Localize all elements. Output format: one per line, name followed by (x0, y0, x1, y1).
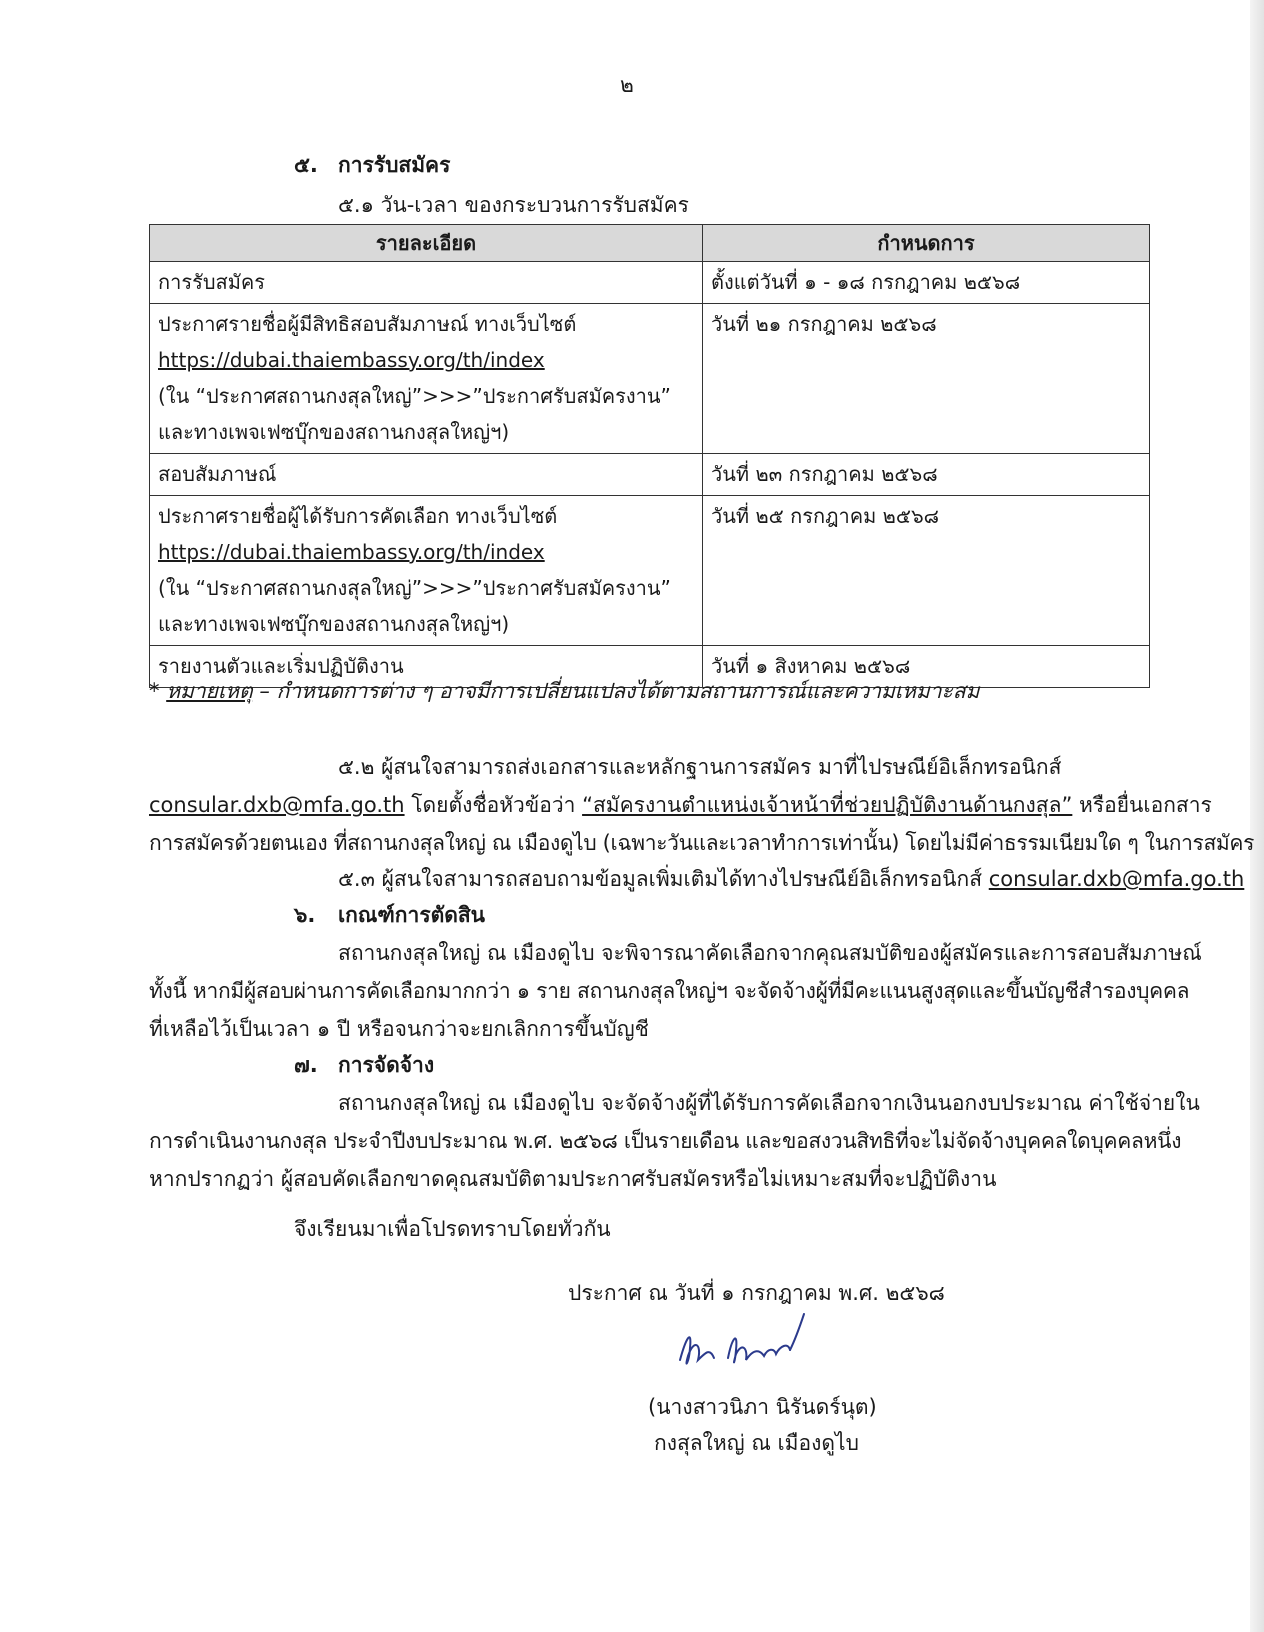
section6-line2: ทั้งนี้ หากมีผู้สอบผ่านการคัดเลือกมากกว่า ๑ ราย สถานกงสุลใหญ่ฯ จะจัดจ้างผู้ที่มีคะแนนสูงสุดและขึ้นบัญชีสำรองบุคคล (149, 979, 1190, 1003)
cell-text: (ใน “ประกาศสถานกงสุลใหญ่”>>>”ประกาศรับสมัครงาน” (158, 576, 671, 600)
table-row (150, 496, 1150, 646)
note-prefix: * (149, 679, 167, 703)
section5-3-line (338, 864, 1244, 894)
table-cell-details (150, 496, 703, 646)
email-link[interactable]: consular.dxb@mfa.go.th (988, 867, 1245, 891)
table-row (150, 304, 1150, 454)
closing-line: จึงเรียนมาเพื่อโปรดทราบโดยทั่วกัน (294, 1217, 611, 1241)
table-cell-details (150, 304, 703, 454)
section5-2-text: โดยตั้งชื่อหัวข้อว่า (404, 793, 583, 817)
email-link[interactable]: consular.dxb@mfa.go.th (149, 793, 405, 817)
section5-1-heading: ๕.๑ วัน-เวลา ของกระบวนการรับสมัคร (338, 193, 689, 217)
cell-text: สอบสัมภาษณ์ (158, 462, 277, 486)
table-cell-date: ตั้งแต่วันที่ ๑ - ๑๘ กรกฎาคม ๒๕๖๘ (703, 262, 1150, 304)
section6-number: ๖. (294, 903, 316, 927)
section5-2-line2 (149, 790, 1212, 820)
table-header-details: รายละเอียด (150, 225, 703, 262)
website-link[interactable]: https://dubai.thaiembassy.org/th/index (158, 540, 545, 564)
page-edge (1250, 0, 1264, 1632)
section7-title: การจัดจ้าง (338, 1053, 435, 1077)
section5-2-text: หรือยื่นเอกสาร (1072, 793, 1212, 817)
section5-2-line1: ๕.๒ ผู้สนใจสามารถส่งเอกสารและหลักฐานการสมัคร มาที่ไปรษณีย์อิเล็กทรอนิกส์ (338, 755, 1062, 779)
signatory-title: กงสุลใหญ่ ณ เมืองดูไบ (654, 1431, 859, 1455)
section7-line2: การดำเนินงานกงสุล ประจำปีงบประมาณ พ.ศ. ๒๕๖๘ เป็นรายเดือน และขอสงวนสิทธิที่จะไม่จัดจ้างบุคคลใดบุคคลหนึ่ง (149, 1129, 1182, 1153)
table-header-schedule: กำหนดการ (703, 225, 1150, 262)
section5-2-line3: การสมัครด้วยตนเอง ที่สถานกงสุลใหญ่ ณ เมืองดูไบ (เฉพาะวันและเวลาทำการเท่านั้น) โดยไม่มีค่าธรรมเนียมใด ๆ ในการสมัคร (149, 831, 1255, 855)
section6-line1: สถานกงสุลใหญ่ ณ เมืองดูไบ จะพิจารณาคัดเลือกจากคุณสมบัติของผู้สมัครและการสอบสัมภาษณ์ (338, 941, 1202, 965)
section7-number: ๗. (294, 1053, 318, 1077)
table-cell-date: วันที่ ๒๑ กรกฎาคม ๒๕๖๘ (703, 304, 1150, 454)
section6-title: เกณฑ์การตัดสิน (338, 903, 486, 927)
schedule-note (149, 676, 979, 706)
section5-3-text: ๕.๓ ผู้สนใจสามารถสอบถามข้อมูลเพิ่มเติมได้ทางไปรษณีย์อิเล็กทรอนิกส์ (338, 867, 989, 891)
note-text: – กำหนดการต่าง ๆ อาจมีการเปลี่ยนแปลงได้ตามสถานการณ์และความเหมาะสม (252, 679, 980, 703)
cell-text: รายงานตัวและเริ่มปฏิบัติงาน (158, 654, 404, 678)
section7-line1: สถานกงสุลใหญ่ ณ เมืองดูไบ จะจัดจ้างผู้ที่ได้รับการคัดเลือกจากเงินนอกงบประมาณ ค่าใช้จ่ายใน (338, 1091, 1200, 1115)
section6-line3: ที่เหลือไว้เป็นเวลา ๑ ปี หรือจนกว่าจะยกเลิกการขึ้นบัญชี (149, 1017, 649, 1041)
table-row (150, 262, 1150, 304)
signatory-name: (นางสาวนิภา นิรันดร์นุต) (648, 1395, 877, 1419)
announcement-date: ประกาศ ณ วันที่ ๑ กรกฎาคม พ.ศ. ๒๕๖๘ (568, 1281, 945, 1305)
cell-text: การรับสมัคร (158, 270, 266, 294)
website-link[interactable]: https://dubai.thaiembassy.org/th/index (158, 348, 545, 372)
cell-text: ประกาศรายชื่อผู้มีสิทธิสอบสัมภาษณ์ ทางเว็บไซต์ (158, 312, 577, 336)
table-cell-date: วันที่ ๒๓ กรกฎาคม ๒๕๖๘ (703, 454, 1150, 496)
table-cell-date: วันที่ ๒๕ กรกฎาคม ๒๕๖๘ (703, 496, 1150, 646)
table-header-row (150, 225, 1150, 262)
section7-line3: หากปรากฏว่า ผู้สอบคัดเลือกขาดคุณสมบัติตามประกาศรับสมัครหรือไม่เหมาะสมที่จะปฏิบัติงาน (149, 1167, 997, 1191)
table-row (150, 454, 1150, 496)
note-label: หมายเหตุ (166, 679, 253, 703)
cell-text: และทางเพจเฟซบุ๊กของสถานกงสุลใหญ่ฯ) (158, 612, 510, 636)
cell-text: (ใน “ประกาศสถานกงสุลใหญ่”>>>”ประกาศรับสมัครงาน” (158, 384, 671, 408)
table-cell-details (150, 454, 703, 496)
table-cell-details (150, 262, 703, 304)
schedule-table (149, 224, 1150, 688)
table-cell-date: วันที่ ๑ สิงหาคม ๒๕๖๘ (703, 646, 1150, 688)
section5-number: ๕. (294, 153, 318, 177)
cell-text: และทางเพจเฟซบุ๊กของสถานกงสุลใหญ่ฯ) (158, 420, 510, 444)
page-number: ๒ (620, 73, 634, 97)
email-subject: “สมัครงานตำแหน่งเจ้าหน้าที่ช่วยปฏิบัติงานด้านกงสุล” (582, 793, 1073, 817)
section5-title: การรับสมัคร (338, 153, 451, 177)
cell-text: ประกาศรายชื่อผู้ได้รับการคัดเลือก ทางเว็บไซต์ (158, 504, 558, 528)
signature-image (672, 1308, 822, 1388)
